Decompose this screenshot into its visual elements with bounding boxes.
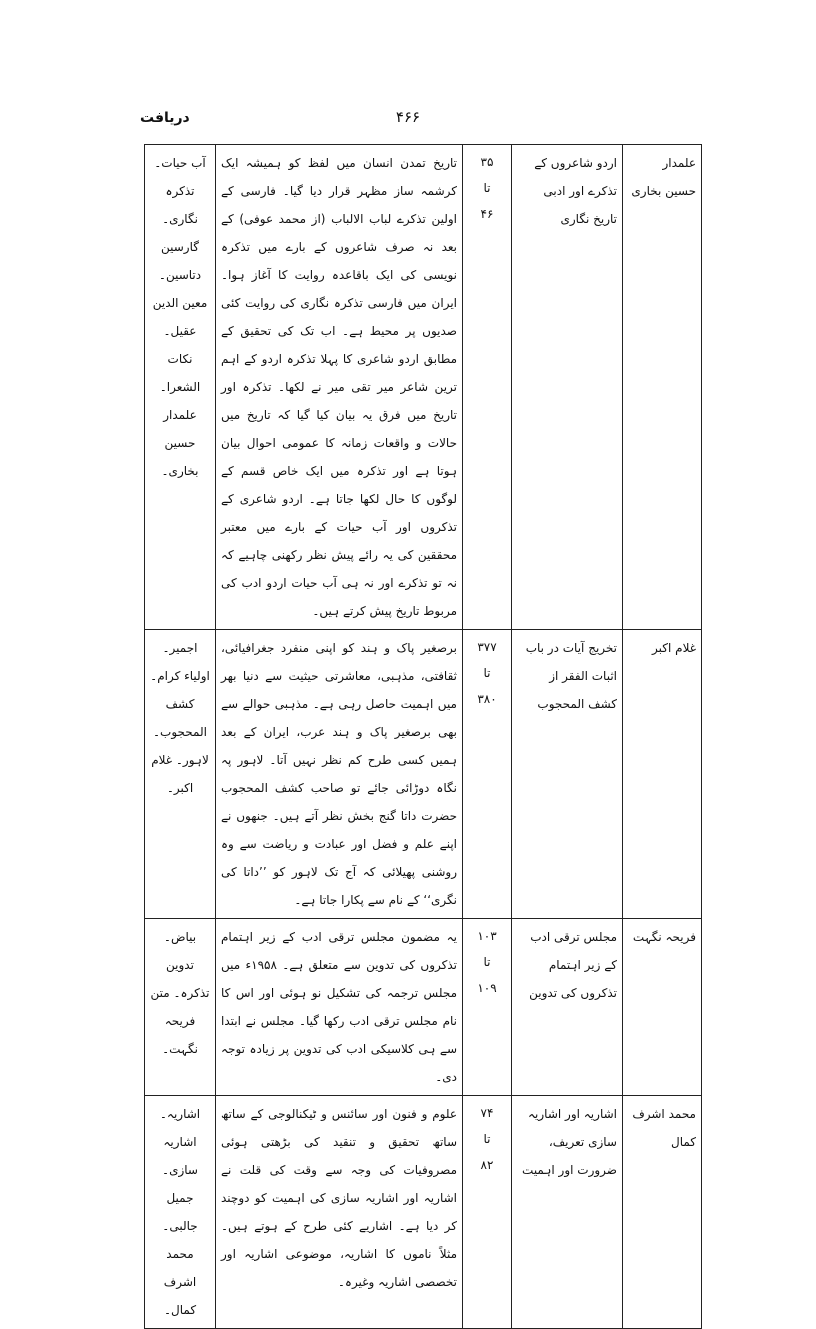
title-cell: مجلس ترقی ادب کے زیر اہتمام تذکروں کی تدوین — [512, 919, 623, 1096]
summary-cell: علوم و فنون اور سائنس و ٹیکنالوجی کے ساتھ ساتھ تحقیق و تنقید کی بڑھتی ہوئی مصروفیات کی وجہ سے وقت کی قلت نے اشاریہ اور اشاریہ سازی کی اہمیت کو دوچند کر دیا ہے۔ اشاریے کئی طرح کے ہوتے ہیں۔ مثلاً ناموں کا اشاریہ، موضوعی اشاریہ اور تخصصی اشاریہ وغیرہ۔ — [216, 1096, 463, 1329]
page-start: ۷۴ — [480, 1106, 494, 1120]
references-cell: آب حیات۔ تذکرہ نگاری۔ گارسین دتاسین۔ معین الدین عقیل۔ نکات الشعرا۔ علمدار حسین بخاری۔ — [145, 145, 216, 630]
table-row — [145, 919, 702, 1096]
page-separator: تا — [483, 1132, 491, 1146]
page-separator: تا — [483, 955, 491, 969]
table-row — [145, 145, 702, 630]
author-cell: فریحہ نگہت — [623, 919, 702, 1096]
page-end: ۸۲ — [480, 1158, 494, 1172]
references-cell: اشاریہ۔ اشاریہ سازی۔ جمیل جالبی۔ محمد اشرف کمال۔ — [145, 1096, 216, 1329]
article-index-table — [144, 144, 702, 1329]
title-cell: اردو شاعروں کے تذکرے اور ادبی تاریخ نگاری — [512, 145, 623, 630]
pages-cell — [463, 145, 512, 630]
title-cell: تخریج آیات در باب اثبات الفقر از کشف المحجوب — [512, 630, 623, 919]
author-cell: علمدار حسین بخاری — [623, 145, 702, 630]
page-separator: تا — [483, 181, 491, 195]
pages-cell — [463, 630, 512, 919]
references-cell: اجمیر۔ اولیاء کرام۔ کشف المحجوب۔ لاہور۔ غلام اکبر۔ — [145, 630, 216, 919]
author-cell: محمد اشرف کمال — [623, 1096, 702, 1329]
journal-name: دریافت — [140, 110, 190, 126]
summary-cell: یہ مضمون مجلس ترقی ادب کے زیر اہتمام تذکروں کی تدوین سے متعلق ہے۔ ۱۹۵۸ء میں مجلس ترجمہ کی تشکیل نو ہوئی اور اس کا نام مجلس ترقی ادب رکھا گیا۔ مجلس نے ابتدا سے ہی کلاسیکی ادب کی تدوین پر زیادہ توجہ دی۔ — [216, 919, 463, 1096]
summary-cell: برصغیر پاک و ہند کو اپنی منفرد جغرافیائی، ثقافتی، مذہبی، معاشرتی حیثیت سے دنیا بھر میں اہمیت حاصل رہی ہے۔ مذہبی حوالے سے بھی برصغیر پاک و ہند عرب، ایران کے بعد ہمیں کسی طرح کم نظر نہیں آتا۔ لاہور پہ نگاہ دوڑائی جائے تو صاحب کشف المحجوب حضرت داتا گنج بخش نظر آتے ہیں۔ جنھوں نے اپنے علم و فضل اور عبادت و ریاضت سے وہ روشنی پھیلائی کہ آج تک لاہور کو ’’داتا کی نگری‘‘ کے نام سے پکارا جاتا ہے۔ — [216, 630, 463, 919]
page-end: ۱۰۹ — [477, 981, 497, 995]
pages-cell — [463, 919, 512, 1096]
table-row — [145, 1096, 702, 1329]
page-start: ۳۷۷ — [477, 640, 497, 654]
summary-cell: تاریخ تمدن انسان میں لفظ کو ہمیشہ ایک کرشمہ ساز مظہر قرار دیا گیا۔ فارسی کے اولین تذکرے لباب الالباب (از محمد عوفی) کے بعد نہ صرف شاعروں کے بارے میں تذکرہ نویسی کی ایک باقاعدہ روایت کا آغاز ہوا۔ ایران میں فارسی تذکرہ نگاری کی روایت کئی صدیوں پر محیط ہے۔ اب تک کی تحقیق کے مطابق اردو شاعری کا پہلا تذکرہ اردو کے اہم ترین شاعر میر تقی میر نے لکھا۔ تذکرہ اور تاریخ میں فرق یہ بیان کیا گیا کہ تاریخ میں حالات و واقعات زمانہ کا عمومی احوال بیان ہوتا ہے اور تذکرہ میں ایک خاص قسم کے لوگوں کا حال لکھا جاتا ہے۔ اردو شاعری کے تذکروں اور آب حیات کے بارے میں معتبر محققین کی یہ رائے پیش نظر رکھنی چاہیے کہ نہ تو تذکرے اور نہ ہی آب حیات اردو ادب کی مربوط تاریخ پیش کرتے ہیں۔ — [216, 145, 463, 630]
page-start: ۱۰۳ — [477, 929, 497, 943]
author-cell: غلام اکبر — [623, 630, 702, 919]
page-number: ۴۶۶ — [395, 108, 421, 126]
page-start: ۳۵ — [480, 155, 494, 169]
page-end: ۴۶ — [480, 207, 494, 221]
title-cell: اشاریہ اور اشاریہ سازی تعریف، ضرورت اور اہمیت — [512, 1096, 623, 1329]
table-row — [145, 630, 702, 919]
references-cell: بیاض۔ تدوین تذکرہ۔ متن فریحہ نگہت۔ — [145, 919, 216, 1096]
page-end: ۳۸۰ — [477, 692, 497, 706]
page-separator: تا — [483, 666, 491, 680]
pages-cell — [463, 1096, 512, 1329]
